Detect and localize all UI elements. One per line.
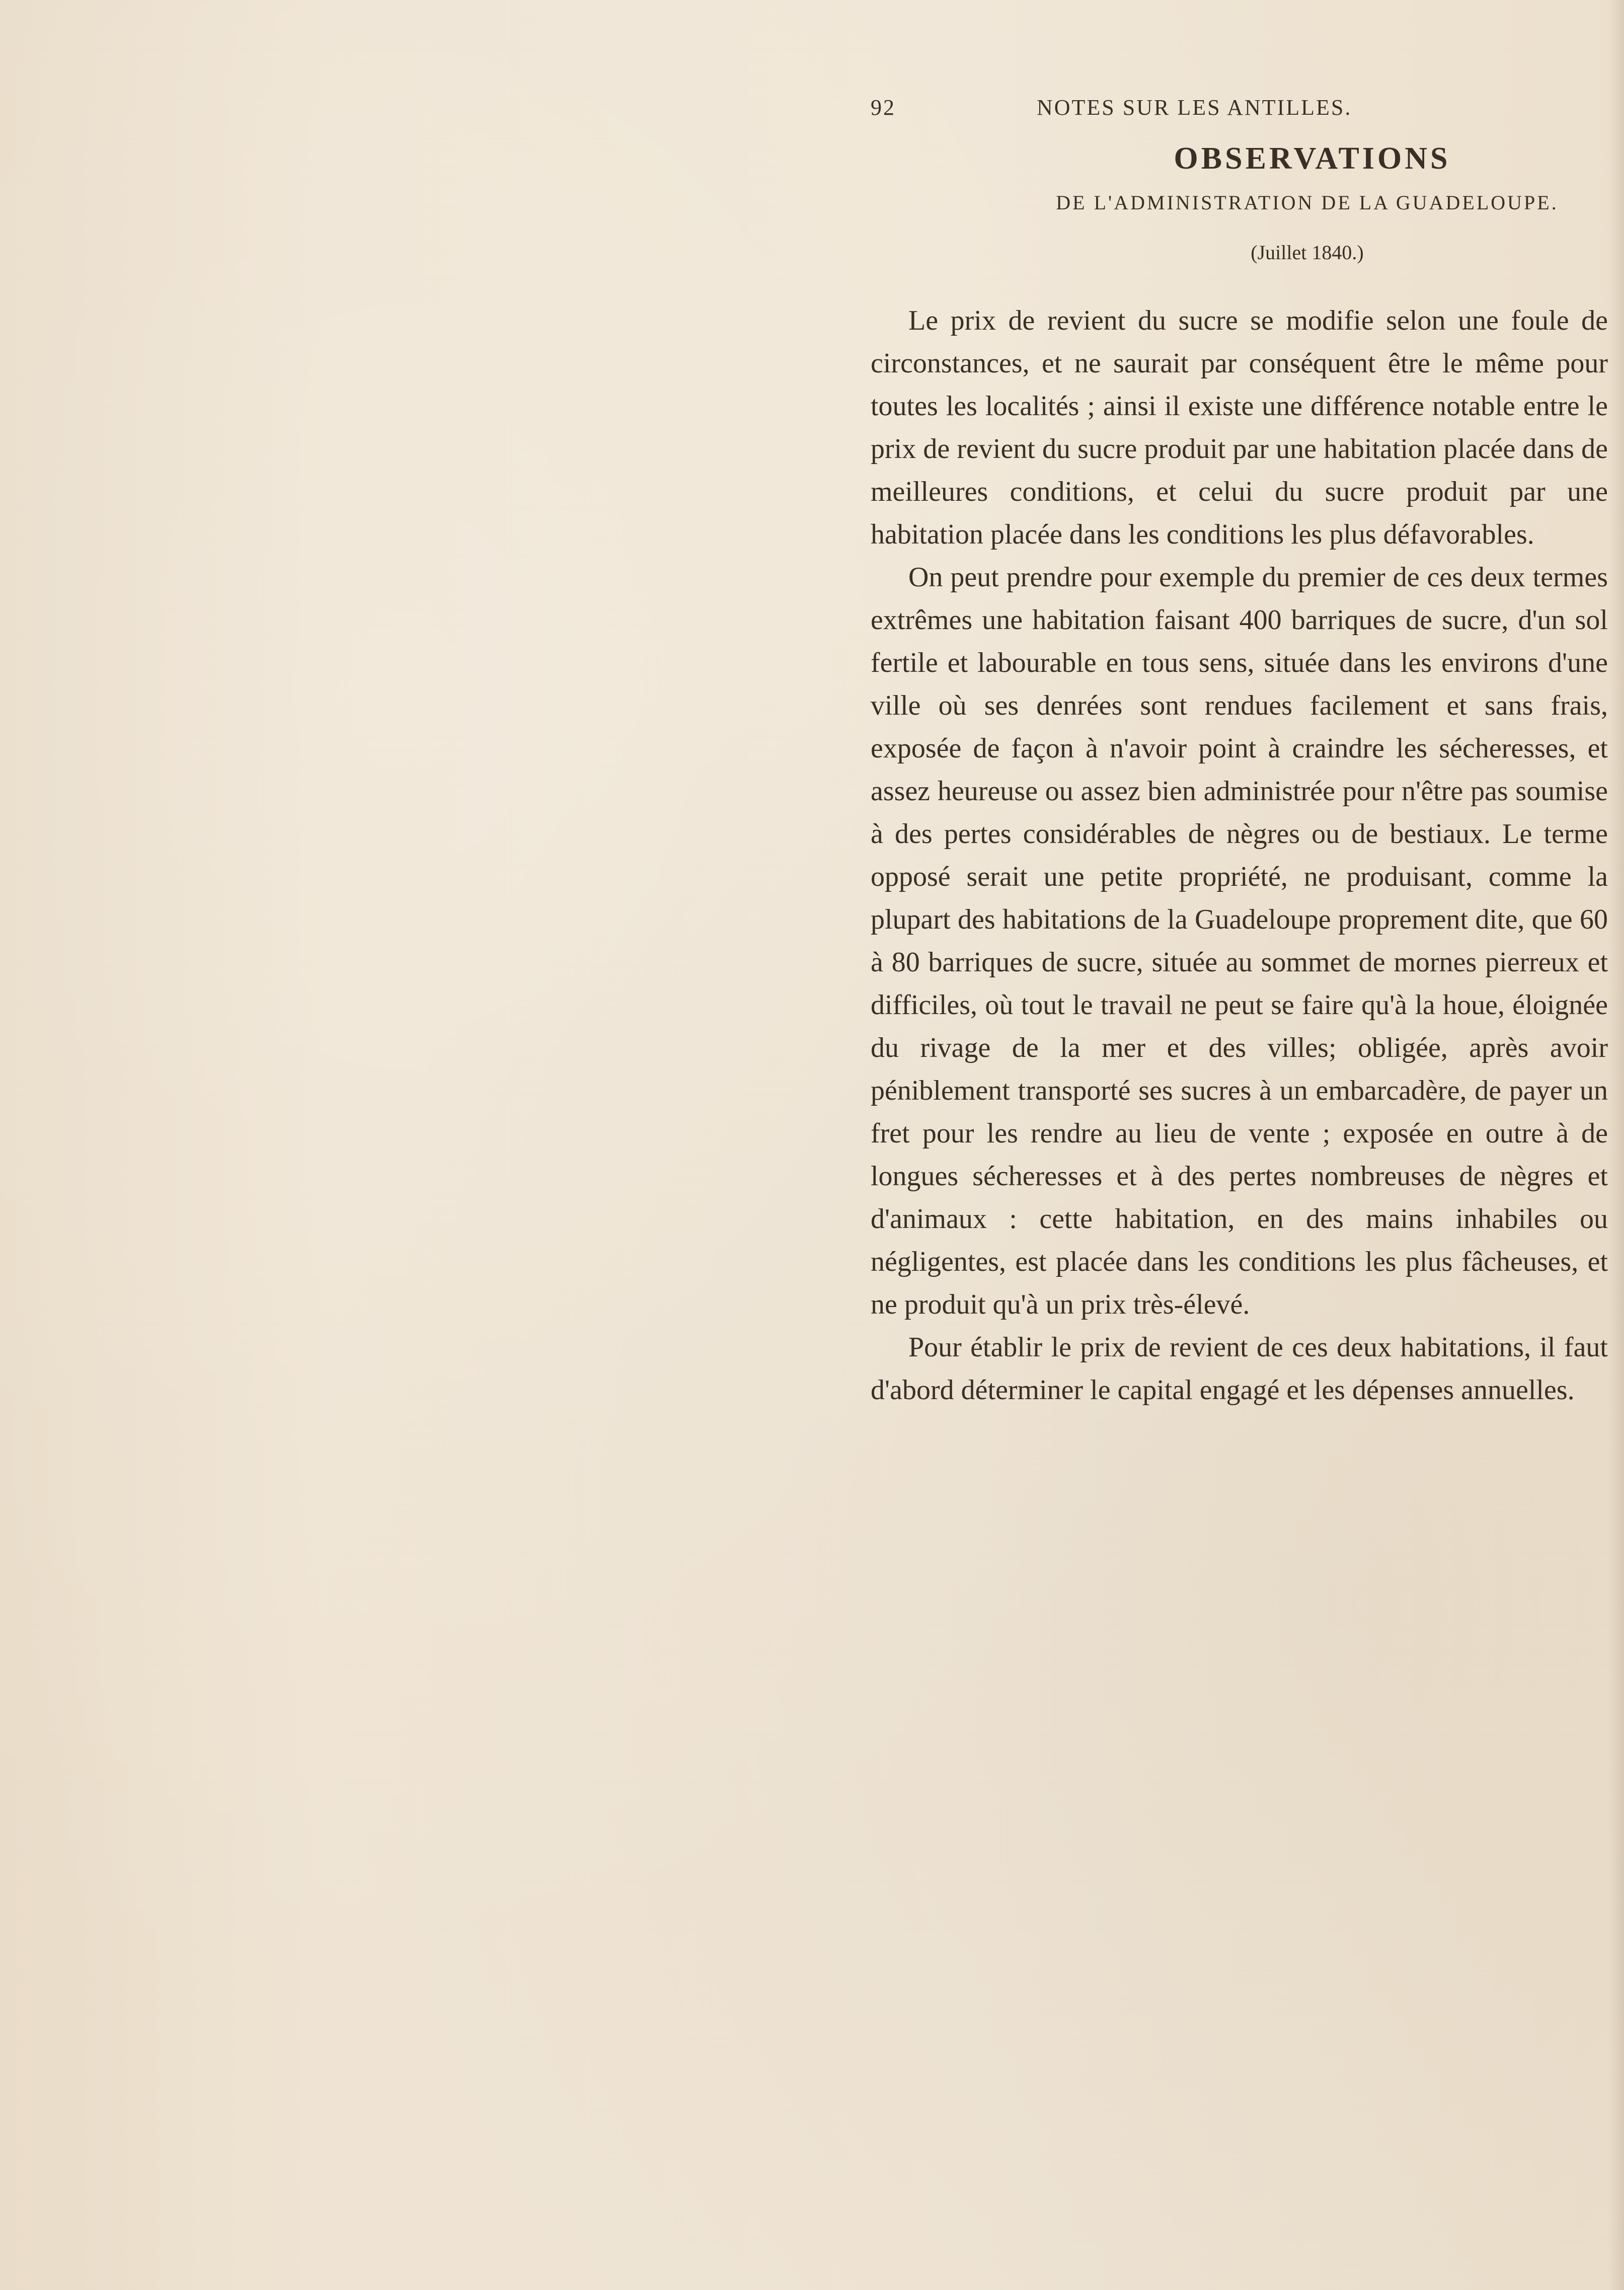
paragraph-1: Le prix de revient du sucre se modifie selon une foule de circonstances, et ne saurait par conséquent être le même pour toutes les localités ; ainsi il existe une différence notable entre le prix de revient du sucre produit par une habitation placée dans de meilleures conditions, et celui du sucre produit par une habitation placée dans les conditions les plus défavorables. xyxy=(871,305,1608,550)
page-number: 92 xyxy=(871,95,896,120)
paragraph-3: Pour établir le prix de revient de ces deux habitations, il faut d'abord déterminer le capital engagé et les dépenses annuelles. xyxy=(871,1332,1608,1406)
running-head xyxy=(871,81,1608,136)
running-title: NOTES SUR LES ANTILLES. xyxy=(1037,95,1352,120)
page-edge-shadow xyxy=(1609,0,1624,2290)
section-title: OBSERVATIONS xyxy=(1174,141,1451,176)
body-text xyxy=(871,299,1608,1412)
paragraph-2: On peut prendre pour exemple du premier de ces deux termes extrêmes une habitation faisant 400 barriques de sucre, d'un sol fertile et labourable en tous sens, située dans les environs d'une ville où ses denrées sont rendues facilement et sans frais, exposée de façon à n'avoir point à craindre les sécheresses, et assez heureuse ou assez bien administrée pour n'être pas soumise à des pertes considérables de nègres ou de bestiaux. Le terme opposé serait une petite propriété, ne produisant, comme la plupart des habitations de la Guadeloupe proprement dite, que 60 à 80 barriques de sucre, située au sommet de mornes pierreux et difficiles, où tout le travail ne peut se faire qu'à la houe, éloignée du rivage de la mer et des villes; obligée, après avoir péniblement transporté ses sucres à un embarcadère, de payer un fret pour les rendre au lieu de vente ; exposée en outre à de longues sécheresses et à des pertes nombreuses de nègres et d'animaux : cette habitation, en des mains inhabiles ou négligentes, est placée dans les conditions les plus fâcheuses, et ne produit qu'à un prix très-élevé. xyxy=(871,562,1608,1320)
section-date: (Juillet 1840.) xyxy=(1251,241,1364,264)
text-column xyxy=(871,81,1608,1412)
section-subtitle: DE L'ADMINISTRATION DE LA GUADELOUPE. xyxy=(1056,191,1559,214)
